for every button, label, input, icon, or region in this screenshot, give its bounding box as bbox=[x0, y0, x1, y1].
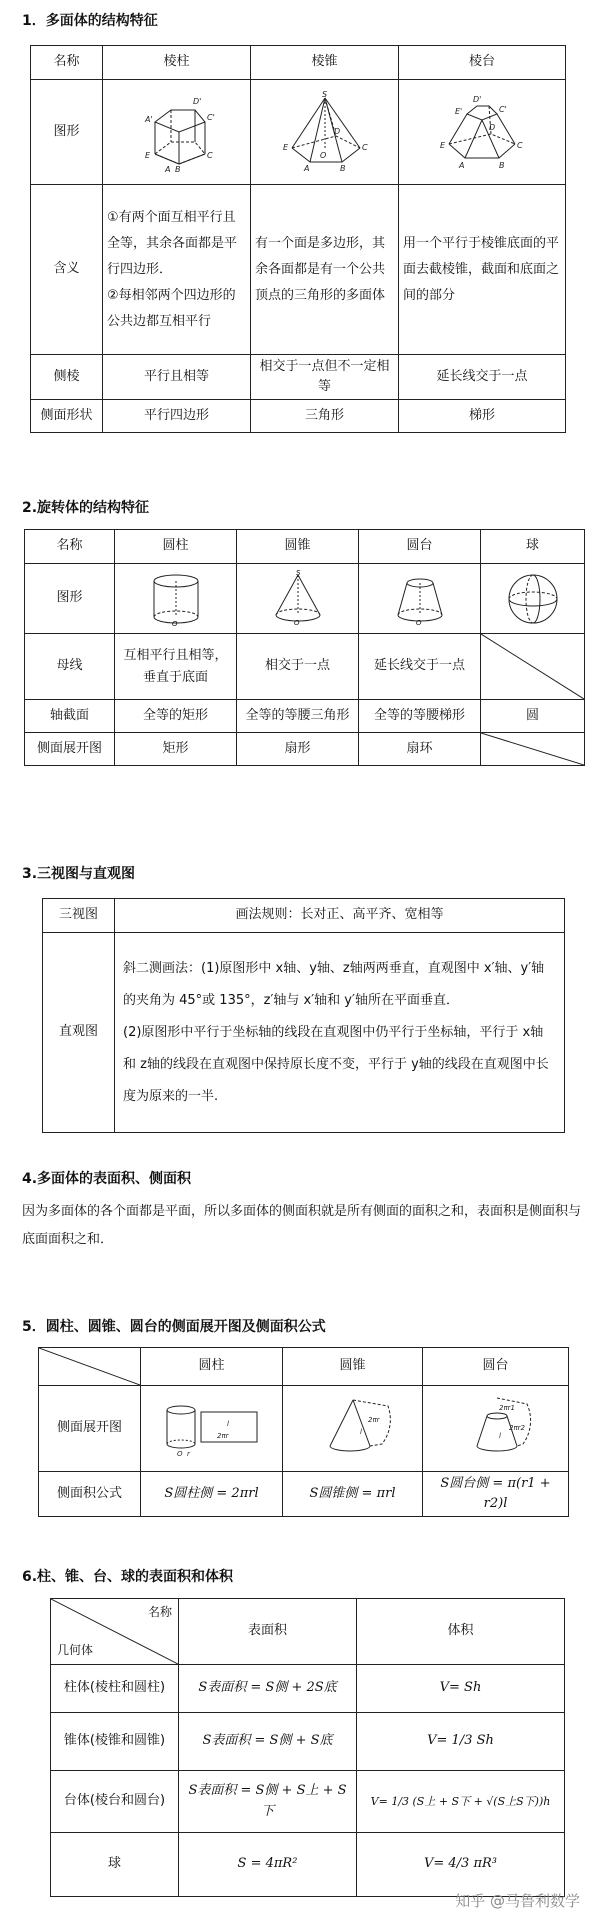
diagonal-line bbox=[39, 1348, 140, 1385]
frustum-label-2pir2: 2πr2 bbox=[508, 1423, 525, 1432]
solid-of-revolution-table bbox=[24, 529, 585, 766]
pyramid-cone-label: 锥体(棱锥和圆锥) bbox=[51, 1713, 179, 1771]
frustum-label-l: l bbox=[498, 1431, 501, 1440]
frustum-meaning: 用一个平行于棱锥底面的平面去截棱锥，截面和底面之间的部分 bbox=[399, 185, 566, 355]
section-2-title: 2.旋转体的结构特征 bbox=[22, 500, 150, 516]
svg-text:D: D bbox=[489, 123, 496, 132]
svg-text:A': A' bbox=[144, 115, 153, 124]
header-name: 名称 bbox=[25, 530, 115, 564]
svg-text:D: D bbox=[333, 126, 340, 136]
pyramid-diagram bbox=[280, 90, 370, 175]
svg-text:O: O bbox=[415, 618, 422, 627]
truncated-cone-unfold: 扇环 bbox=[359, 733, 481, 766]
header-cylinder: 圆柱 bbox=[141, 1348, 283, 1386]
header-prism: 棱柱 bbox=[103, 46, 251, 80]
sphere-unfold-empty bbox=[481, 733, 585, 766]
corner-cell bbox=[39, 1348, 141, 1386]
prism-meaning bbox=[103, 185, 251, 355]
header-pyramid: 棱锥 bbox=[251, 46, 399, 80]
truncated-cone-axial-section: 全等的等腰梯形 bbox=[359, 700, 481, 733]
sphere-volume: V= 4/3 πR³ bbox=[357, 1833, 565, 1897]
oblique-rule-1: 斜二测画法：(1)原图形中 x轴、y轴、z轴两两垂直，直观图中 x′轴、y′轴的夹角为 45°或 135°，z′轴与 x′轴和 y′轴所在平面垂直． bbox=[123, 960, 545, 1008]
cyl-label-2pir: 2πr bbox=[216, 1431, 229, 1440]
cylinder-unfold-figure bbox=[141, 1386, 283, 1472]
cone-axial-section: 全等的等腰三角形 bbox=[237, 700, 359, 733]
cone-diagram bbox=[268, 569, 328, 629]
frustum-edge: 延长线交于一点 bbox=[399, 355, 566, 400]
truncated-cone-unfold-diagram bbox=[441, 1394, 551, 1464]
svg-text:B: B bbox=[339, 163, 345, 173]
pyramid-meaning: 有一个面是多边形，其余各面都是有一个公共顶点的三角形的多面体 bbox=[251, 185, 399, 355]
header-truncated-cone: 圆台 bbox=[423, 1348, 569, 1386]
prism-cylinder-surface: S表面积 = S侧 + 2S底 bbox=[179, 1665, 357, 1713]
watermark: 知乎 @马鲁利数学 bbox=[455, 1892, 580, 1910]
three-view-label: 三视图 bbox=[43, 899, 115, 933]
row-label-figure: 图形 bbox=[31, 80, 103, 185]
prism-cylinder-volume: V= Sh bbox=[357, 1665, 565, 1713]
row-label-lateral-unfold: 侧面展开图 bbox=[25, 733, 115, 766]
frustum-figure bbox=[399, 80, 566, 185]
prism-face: 平行四边形 bbox=[103, 400, 251, 433]
frustum-volume: V= 1/3 (S上 + S下 + √(S上S下))h bbox=[357, 1771, 565, 1833]
section-4-title: 4.多面体的表面积、侧面积 bbox=[22, 1171, 192, 1187]
svg-text:B: B bbox=[174, 165, 180, 172]
header-cone: 圆锥 bbox=[283, 1348, 423, 1386]
row-label-meaning: 含义 bbox=[31, 185, 103, 355]
prism-figure bbox=[103, 80, 251, 185]
frustum-label-2pir1: 2πr1 bbox=[498, 1403, 515, 1412]
svg-text:O: O bbox=[319, 150, 326, 160]
svg-text:D': D' bbox=[473, 95, 482, 104]
cylinder-lateral-formula: S圆柱侧 = 2πrl bbox=[141, 1472, 283, 1517]
svg-text:E: E bbox=[144, 151, 150, 160]
truncated-cone-figure bbox=[359, 564, 481, 634]
section-6-title: 6.柱、锥、台、球的表面积和体积 bbox=[22, 1569, 234, 1585]
frustum-surface: S表面积 = S侧 + S上 + S下 bbox=[179, 1771, 357, 1833]
svg-text:C: C bbox=[517, 141, 523, 150]
lateral-area-table bbox=[38, 1347, 569, 1517]
header-frustum: 棱台 bbox=[399, 46, 566, 80]
section-1-title: 1．多面体的结构特征 bbox=[22, 13, 158, 29]
cylinder-unfold: 矩形 bbox=[115, 733, 237, 766]
svg-text:O: O bbox=[293, 618, 300, 627]
cylinder-axial-section: 全等的矩形 bbox=[115, 700, 237, 733]
header-sphere: 球 bbox=[481, 530, 585, 564]
header-name: 名称 bbox=[31, 46, 103, 80]
cylinder-generatrix: 互相平行且相等，垂直于底面 bbox=[115, 634, 237, 700]
cone-lateral-formula: S圆锥侧 = πrl bbox=[283, 1472, 423, 1517]
svg-text:C': C' bbox=[499, 105, 507, 114]
header-cone: 圆锥 bbox=[237, 530, 359, 564]
row-label-face-shape: 侧面形状 bbox=[31, 400, 103, 433]
pyramid-figure bbox=[251, 80, 399, 185]
svg-text:S: S bbox=[295, 568, 300, 577]
truncated-cone-lateral-formula: S圆台侧 = π(r1 + r2)l bbox=[423, 1472, 569, 1517]
prism-cylinder-label: 柱体(棱柱和圆柱) bbox=[51, 1665, 179, 1713]
svg-text:A: A bbox=[164, 165, 170, 172]
cone-generatrix: 相交于一点 bbox=[237, 634, 359, 700]
row-label-generatrix: 母线 bbox=[25, 634, 115, 700]
sphere-surface: S = 4πR² bbox=[179, 1833, 357, 1897]
svg-text:C: C bbox=[361, 142, 368, 152]
header-volume: 体积 bbox=[357, 1599, 565, 1665]
frustum-label: 台体(棱台和圆台) bbox=[51, 1771, 179, 1833]
sphere-figure bbox=[481, 564, 585, 634]
direct-view-label: 直观图 bbox=[43, 933, 115, 1133]
truncated-cone-generatrix: 延长线交于一点 bbox=[359, 634, 481, 700]
svg-text:C': C' bbox=[206, 113, 215, 122]
svg-text:C: C bbox=[206, 151, 213, 160]
svg-text:A: A bbox=[459, 161, 465, 170]
truncated-cone-diagram bbox=[390, 569, 450, 629]
svg-text:E: E bbox=[440, 141, 446, 150]
svg-text:B: B bbox=[499, 161, 505, 170]
svg-text:E': E' bbox=[455, 107, 463, 116]
three-view-table bbox=[42, 898, 565, 1133]
corner-label-solid: 几何体 bbox=[57, 1643, 94, 1658]
diagonal-line bbox=[481, 634, 584, 699]
pyramid-face: 三角形 bbox=[251, 400, 399, 433]
prism-meaning-b: ②每相邻两个四边形的公共边都互相平行 bbox=[107, 287, 236, 329]
frustum-diagram bbox=[437, 92, 527, 172]
cone-figure bbox=[237, 564, 359, 634]
cone-unfold: 扇形 bbox=[237, 733, 359, 766]
section-3-title: 3.三视图与直观图 bbox=[22, 866, 136, 882]
row-label-axial-section: 轴截面 bbox=[25, 700, 115, 733]
sphere-generatrix-empty bbox=[481, 634, 585, 700]
row-label-formula: 侧面积公式 bbox=[39, 1472, 141, 1517]
cyl-label-r: r bbox=[186, 1449, 190, 1458]
truncated-cone-unfold-figure bbox=[423, 1386, 569, 1472]
prism-meaning-a: ①有两个面互相平行且全等，其余各面都是平行四边形． bbox=[107, 209, 238, 277]
sphere-axial-section: 圆 bbox=[481, 700, 585, 733]
row-label-lateral-edge: 侧棱 bbox=[31, 355, 103, 400]
header-cylinder: 圆柱 bbox=[115, 530, 237, 564]
section-5-title: 5．圆柱、圆锥、圆台的侧面展开图及侧面积公式 bbox=[22, 1319, 326, 1335]
cyl-label-l: l bbox=[226, 1419, 229, 1428]
cylinder-diagram bbox=[146, 569, 206, 629]
oblique-rule-2: (2)原图形中平行于坐标轴的线段在直观图中仍平行于坐标轴，平行于 x轴和 z轴的线段在直观图中保持原长度不变，平行于 y轴的线段在直观图中长度为原来的一半. bbox=[123, 1024, 549, 1104]
cone-label-2pir: 2πr bbox=[367, 1415, 380, 1424]
header-truncated-cone: 圆台 bbox=[359, 530, 481, 564]
frustum-face: 梯形 bbox=[399, 400, 566, 433]
prism-diagram bbox=[137, 92, 217, 172]
corner-label-name: 名称 bbox=[147, 1605, 172, 1619]
polyhedron-table bbox=[30, 45, 566, 433]
pyramid-cone-surface: S表面积 = S侧 + S底 bbox=[179, 1713, 357, 1771]
diagonal-line bbox=[481, 733, 584, 765]
svg-text:O: O bbox=[171, 619, 178, 628]
area-volume-table bbox=[50, 1598, 565, 1897]
section-4-text: 因为多面体的各个面都是平面，所以多面体的侧面积就是所有侧面的面积之和，表面积是侧面积与底面面积之和． bbox=[22, 1204, 582, 1247]
svg-text:E: E bbox=[282, 142, 288, 152]
cyl-label-o: O bbox=[176, 1449, 183, 1458]
row-label-unfold: 侧面展开图 bbox=[39, 1386, 141, 1472]
direct-view-rules bbox=[115, 933, 565, 1133]
svg-text:S: S bbox=[321, 89, 327, 99]
cone-unfold-diagram bbox=[298, 1394, 408, 1464]
cone-label-l: l bbox=[359, 1427, 362, 1436]
row-label-figure: 图形 bbox=[25, 564, 115, 634]
svg-text:D': D' bbox=[192, 97, 201, 106]
pyramid-cone-volume: V= 1/3 Sh bbox=[357, 1713, 565, 1771]
sphere-label: 球 bbox=[51, 1833, 179, 1897]
corner-cell bbox=[51, 1599, 179, 1665]
header-surface-area: 表面积 bbox=[179, 1599, 357, 1665]
svg-text:A: A bbox=[303, 163, 309, 173]
cylinder-unfold-diagram bbox=[157, 1396, 267, 1462]
pyramid-edge: 相交于一点但不一定相等 bbox=[251, 355, 399, 400]
prism-edge: 平行且相等 bbox=[103, 355, 251, 400]
cylinder-figure bbox=[115, 564, 237, 634]
sphere-diagram bbox=[503, 569, 563, 629]
three-view-rule: 画法规则：长对正、高平齐、宽相等 bbox=[115, 899, 565, 933]
cone-unfold-figure bbox=[283, 1386, 423, 1472]
